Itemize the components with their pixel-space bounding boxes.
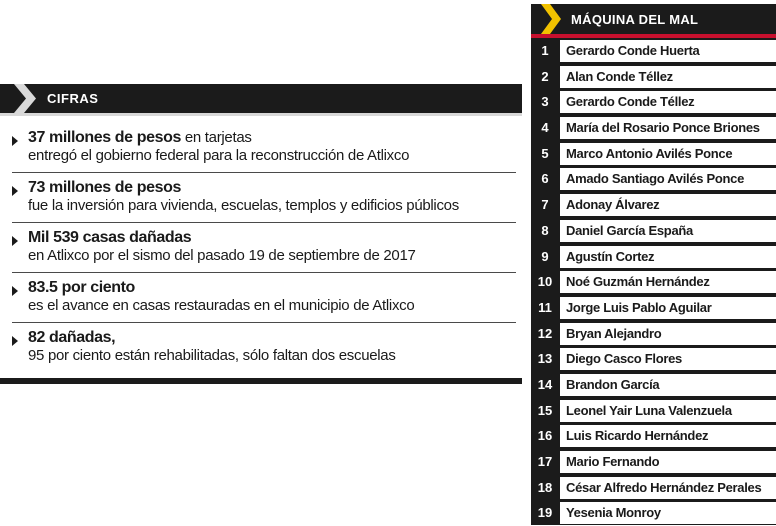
fact-item (12, 116, 516, 173)
name-row (531, 423, 776, 449)
person-name: Jorge Luis Pablo Aguilar (560, 297, 776, 319)
maquina-title: MÁQUINA DEL MAL (571, 12, 699, 27)
person-name: Gerardo Conde Huerta (560, 40, 776, 62)
name-row (531, 269, 776, 295)
maquina-panel (531, 4, 776, 525)
row-number: 6 (541, 171, 549, 187)
row-number: 18 (537, 479, 553, 495)
fact-item (12, 223, 516, 273)
person-name: Noé Guzmán Hernández (560, 271, 776, 293)
row-number: 8 (541, 222, 549, 238)
person-name: María del Rosario Ponce Briones (560, 117, 776, 139)
name-row (531, 475, 776, 501)
cifras-bottom-bar (0, 378, 522, 384)
person-name: Daniel García España (560, 220, 776, 242)
cifras-title: CIFRAS (47, 91, 99, 106)
row-number: 11 (538, 299, 552, 315)
fact-item (12, 273, 516, 323)
chevron-right-icon (541, 4, 561, 34)
cifras-panel (0, 84, 522, 384)
name-row (531, 141, 776, 167)
name-row (531, 166, 776, 192)
name-row (531, 346, 776, 372)
fact-item (12, 173, 516, 223)
person-name: Luis Ricardo Hernández (560, 425, 776, 447)
name-row (531, 89, 776, 115)
row-number: 13 (537, 351, 553, 367)
name-row (531, 192, 776, 218)
row-number: 19 (537, 505, 553, 521)
row-number: 3 (541, 94, 549, 110)
fact-headline: 37 millones de pesos (28, 129, 181, 146)
fact-description: entregó el gobierno federal para la reconstrucción de Atlixco (28, 147, 410, 164)
row-number: 7 (541, 197, 549, 213)
bullet-arrow-icon (12, 236, 18, 246)
person-name: Adonay Álvarez (560, 194, 776, 216)
chevron-right-icon (14, 84, 36, 113)
row-number: 10 (537, 274, 553, 290)
bullet-arrow-icon (12, 286, 18, 296)
person-name: Diego Casco Flores (560, 348, 776, 370)
row-number: 5 (541, 145, 549, 161)
cifras-header (0, 84, 522, 116)
row-number: 2 (541, 68, 549, 84)
row-number: 14 (537, 376, 553, 392)
name-row (531, 218, 776, 244)
person-name: Mario Fernando (560, 451, 776, 473)
person-name: Yesenia Monroy (560, 502, 776, 524)
row-number: 4 (541, 120, 549, 136)
fact-description: es el avance en casas restauradas en el municipio de Atlixco (28, 297, 415, 314)
row-number: 12 (537, 325, 553, 341)
row-number: 15 (537, 402, 553, 418)
person-name: César Alfredo Hernández Perales (560, 477, 776, 499)
fact-description: en Atlixco por el sismo del pasado 19 de septiembre de 2017 (28, 247, 416, 264)
row-number: 1 (541, 43, 549, 58)
person-name: Brandon García (560, 374, 776, 396)
fact-inline-text: en tarjetas (180, 129, 252, 146)
fact-headline: Mil 539 casas dañadas (28, 229, 192, 246)
person-name: Amado Santiago Avilés Ponce (560, 168, 776, 190)
bullet-arrow-icon (12, 136, 18, 146)
fact-description: fue la inversión para vivienda, escuelas, templos y edificios públicos (28, 197, 459, 214)
fact-description: 95 por ciento están rehabilitadas, sólo faltan dos escuelas (28, 347, 396, 364)
name-row (531, 372, 776, 398)
person-name: Gerardo Conde Téllez (560, 91, 776, 113)
fact-headline: 82 dañadas, (28, 329, 116, 346)
name-row (531, 38, 776, 64)
name-row (531, 295, 776, 321)
name-row (531, 321, 776, 347)
name-row (531, 64, 776, 90)
facts-list (0, 116, 516, 372)
name-row (531, 398, 776, 424)
name-row (531, 244, 776, 270)
names-list (531, 38, 776, 526)
fact-item (12, 323, 516, 372)
name-row (531, 449, 776, 475)
person-name: Marco Antonio Avilés Ponce (560, 143, 776, 165)
row-number: 9 (541, 248, 549, 264)
person-name: Alan Conde Téllez (560, 66, 776, 88)
row-number: 17 (537, 454, 553, 469)
fact-headline: 83.5 por ciento (28, 279, 135, 296)
row-number: 16 (537, 428, 553, 444)
person-name: Leonel Yair Luna Valenzuela (560, 400, 776, 422)
fact-headline: 73 millones de pesos (28, 179, 181, 196)
bullet-arrow-icon (12, 186, 18, 196)
person-name: Agustín Cortez (560, 246, 776, 268)
name-row (531, 115, 776, 141)
name-row (531, 500, 776, 526)
maquina-header (531, 4, 776, 38)
person-name: Bryan Alejandro (560, 323, 776, 345)
bullet-arrow-icon (12, 336, 18, 346)
